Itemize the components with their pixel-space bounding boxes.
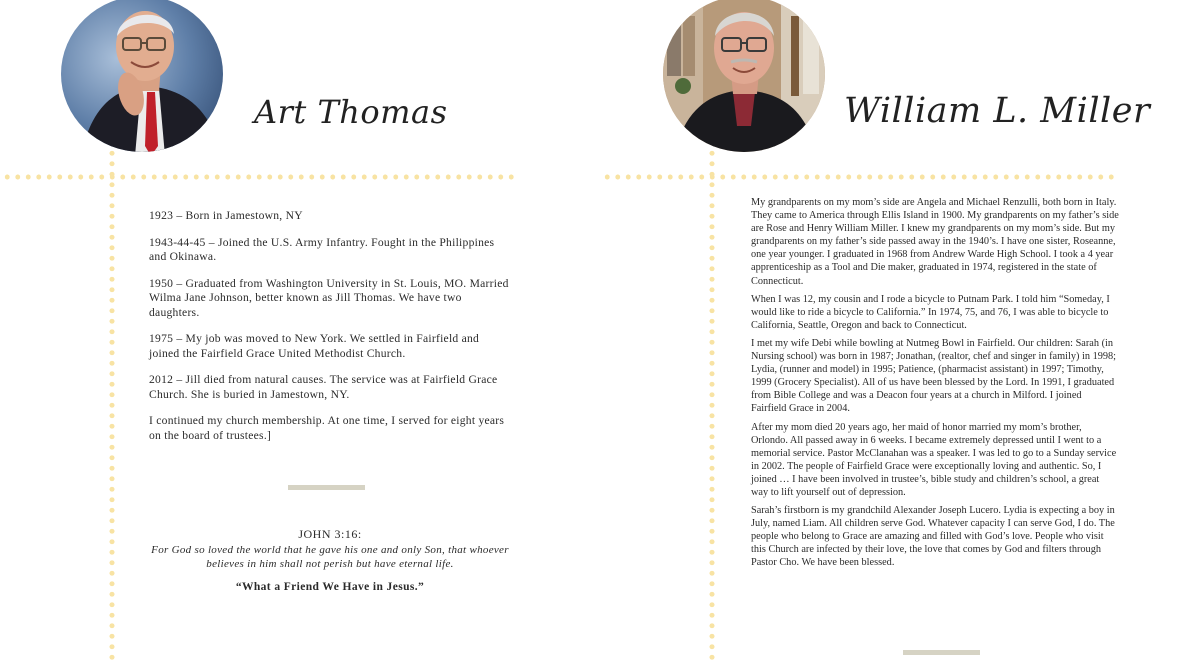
bio-paragraph: After my mom died 20 years ago, her maid of honor married my mom’s brother, Orlondo. All passed away in 6 weeks. I became extremely depressed until I went to a memorial service. Pastor McClanahan was a speaker. I was led to go to a Sunday service in 2002. The people of Fairfield Grace were exceptionally loving and authentic. So, I joined … I have been involved in trustee’s, bible study and children’s school, a great way to lift yourself out of depression.: [751, 421, 1117, 498]
dotted-divider-horizontal: [602, 174, 1114, 180]
dotted-divider-vertical: [109, 148, 115, 661]
person-name: Art Thomas: [254, 93, 448, 131]
person-name: William L. Miller: [844, 91, 1151, 131]
bio-paragraph: When I was 12, my cousin and I rode a bicycle to Putnam Park. I told him “Someday, I would like to ride a bicycle to California.” In 1974, 75, and 76, I was able to bicycle to California, Seattle, Oregon and back to Connecticut.: [751, 293, 1110, 331]
timeline-entry: 1943-44-45 – Joined the U.S. Army Infantry. Fought in the Philippines and Okinawa.: [149, 235, 495, 263]
scripture-block: [140, 527, 520, 594]
bio-paragraph: Sarah’s firstborn is my grandchild Alexander Joseph Lucero. Lydia is expecting a boy in July, named Liam. All children serve God. Whatever capacity I can serve God, I do. The people who belong to Grace are amazing and filled with God’s love. People who visit this Church are infected by their love, the love that comes by God and filters through Pastor Cho. We have been blessed.: [751, 505, 1115, 569]
timeline-entry: 1950 – Graduated from Washington University in St. Louis, MO. Married Wilma Jane Johnson, better known as Jill Thomas. We have two daughters.: [149, 276, 509, 319]
scripture-text-line: For God so loved the world that he gave his one and only Son, that whoever: [151, 544, 509, 556]
portrait-illustration: [61, 0, 223, 152]
bio-paragraph: My grandparents on my mom’s side are Angela and Michael Renzulli, both born in Italy. They came to America through Ellis Island in 1900. My grandparents on my father’s side are Rose and Henry William Miller. I knew my grandparents on my mom’s side. But my grandparents on my father’s side passed away in the 1940’s. I have one sister, Roseanne, one year younger. I graduated in 1968 from Andrew Warde High School. I took a 4 year apprenticeship as a Tool and Die maker, graduated in 1974, registered in the state of Connecticut.: [751, 197, 1119, 287]
biography: [751, 196, 1119, 575]
portrait-illustration: [663, 0, 825, 152]
portrait-photo-art-thomas: [61, 0, 223, 152]
life-timeline: [149, 209, 509, 455]
timeline-entry: I continued my church membership. At one time, I served for eight years on the board of trustees.]: [149, 414, 505, 442]
dotted-divider-horizontal: [2, 174, 516, 180]
bio-paragraph: I met my wife Debi while bowling at Nutmeg Bowl in Fairfield. Our children: Sarah (in Nursing school) was born in 1987; Jonathan, (realtor, chef and singer in family) in 1998; Lydia, (runner and model) in 1995; Patience, (pharmacist assistant) in 1997; Timothy, 1999 (Grocery Specialist). All of us have been blessed by the Lord. In 1991, I graduated from Bible College and was a Deacon four years at a church in Milford. I joined Fairfield Grace in 2004.: [751, 337, 1117, 415]
favorite-hymn: “What a Friend We Have in Jesus.”: [235, 581, 425, 593]
right-page: [600, 0, 1200, 661]
section-divider-bar: [903, 650, 980, 655]
portrait-photo-william-miller: [663, 0, 825, 152]
timeline-entry: 2012 – Jill died from natural causes. The service was at Fairfield Grace Church. She is buried in Jamestown, NY.: [149, 373, 498, 401]
timeline-entry: 1923 – Born in Jamestown, NY: [149, 209, 303, 222]
dotted-divider-vertical: [709, 148, 715, 661]
scripture-text-line: believes in him shall not perish but have eternal life.: [206, 558, 454, 570]
timeline-entry: 1975 – My job was moved to New York. We settled in Fairfield and joined the Fairfield Grace United Methodist Church.: [149, 332, 480, 360]
section-divider-bar: [288, 485, 365, 490]
scripture-reference: JOHN 3:16:: [298, 527, 362, 541]
